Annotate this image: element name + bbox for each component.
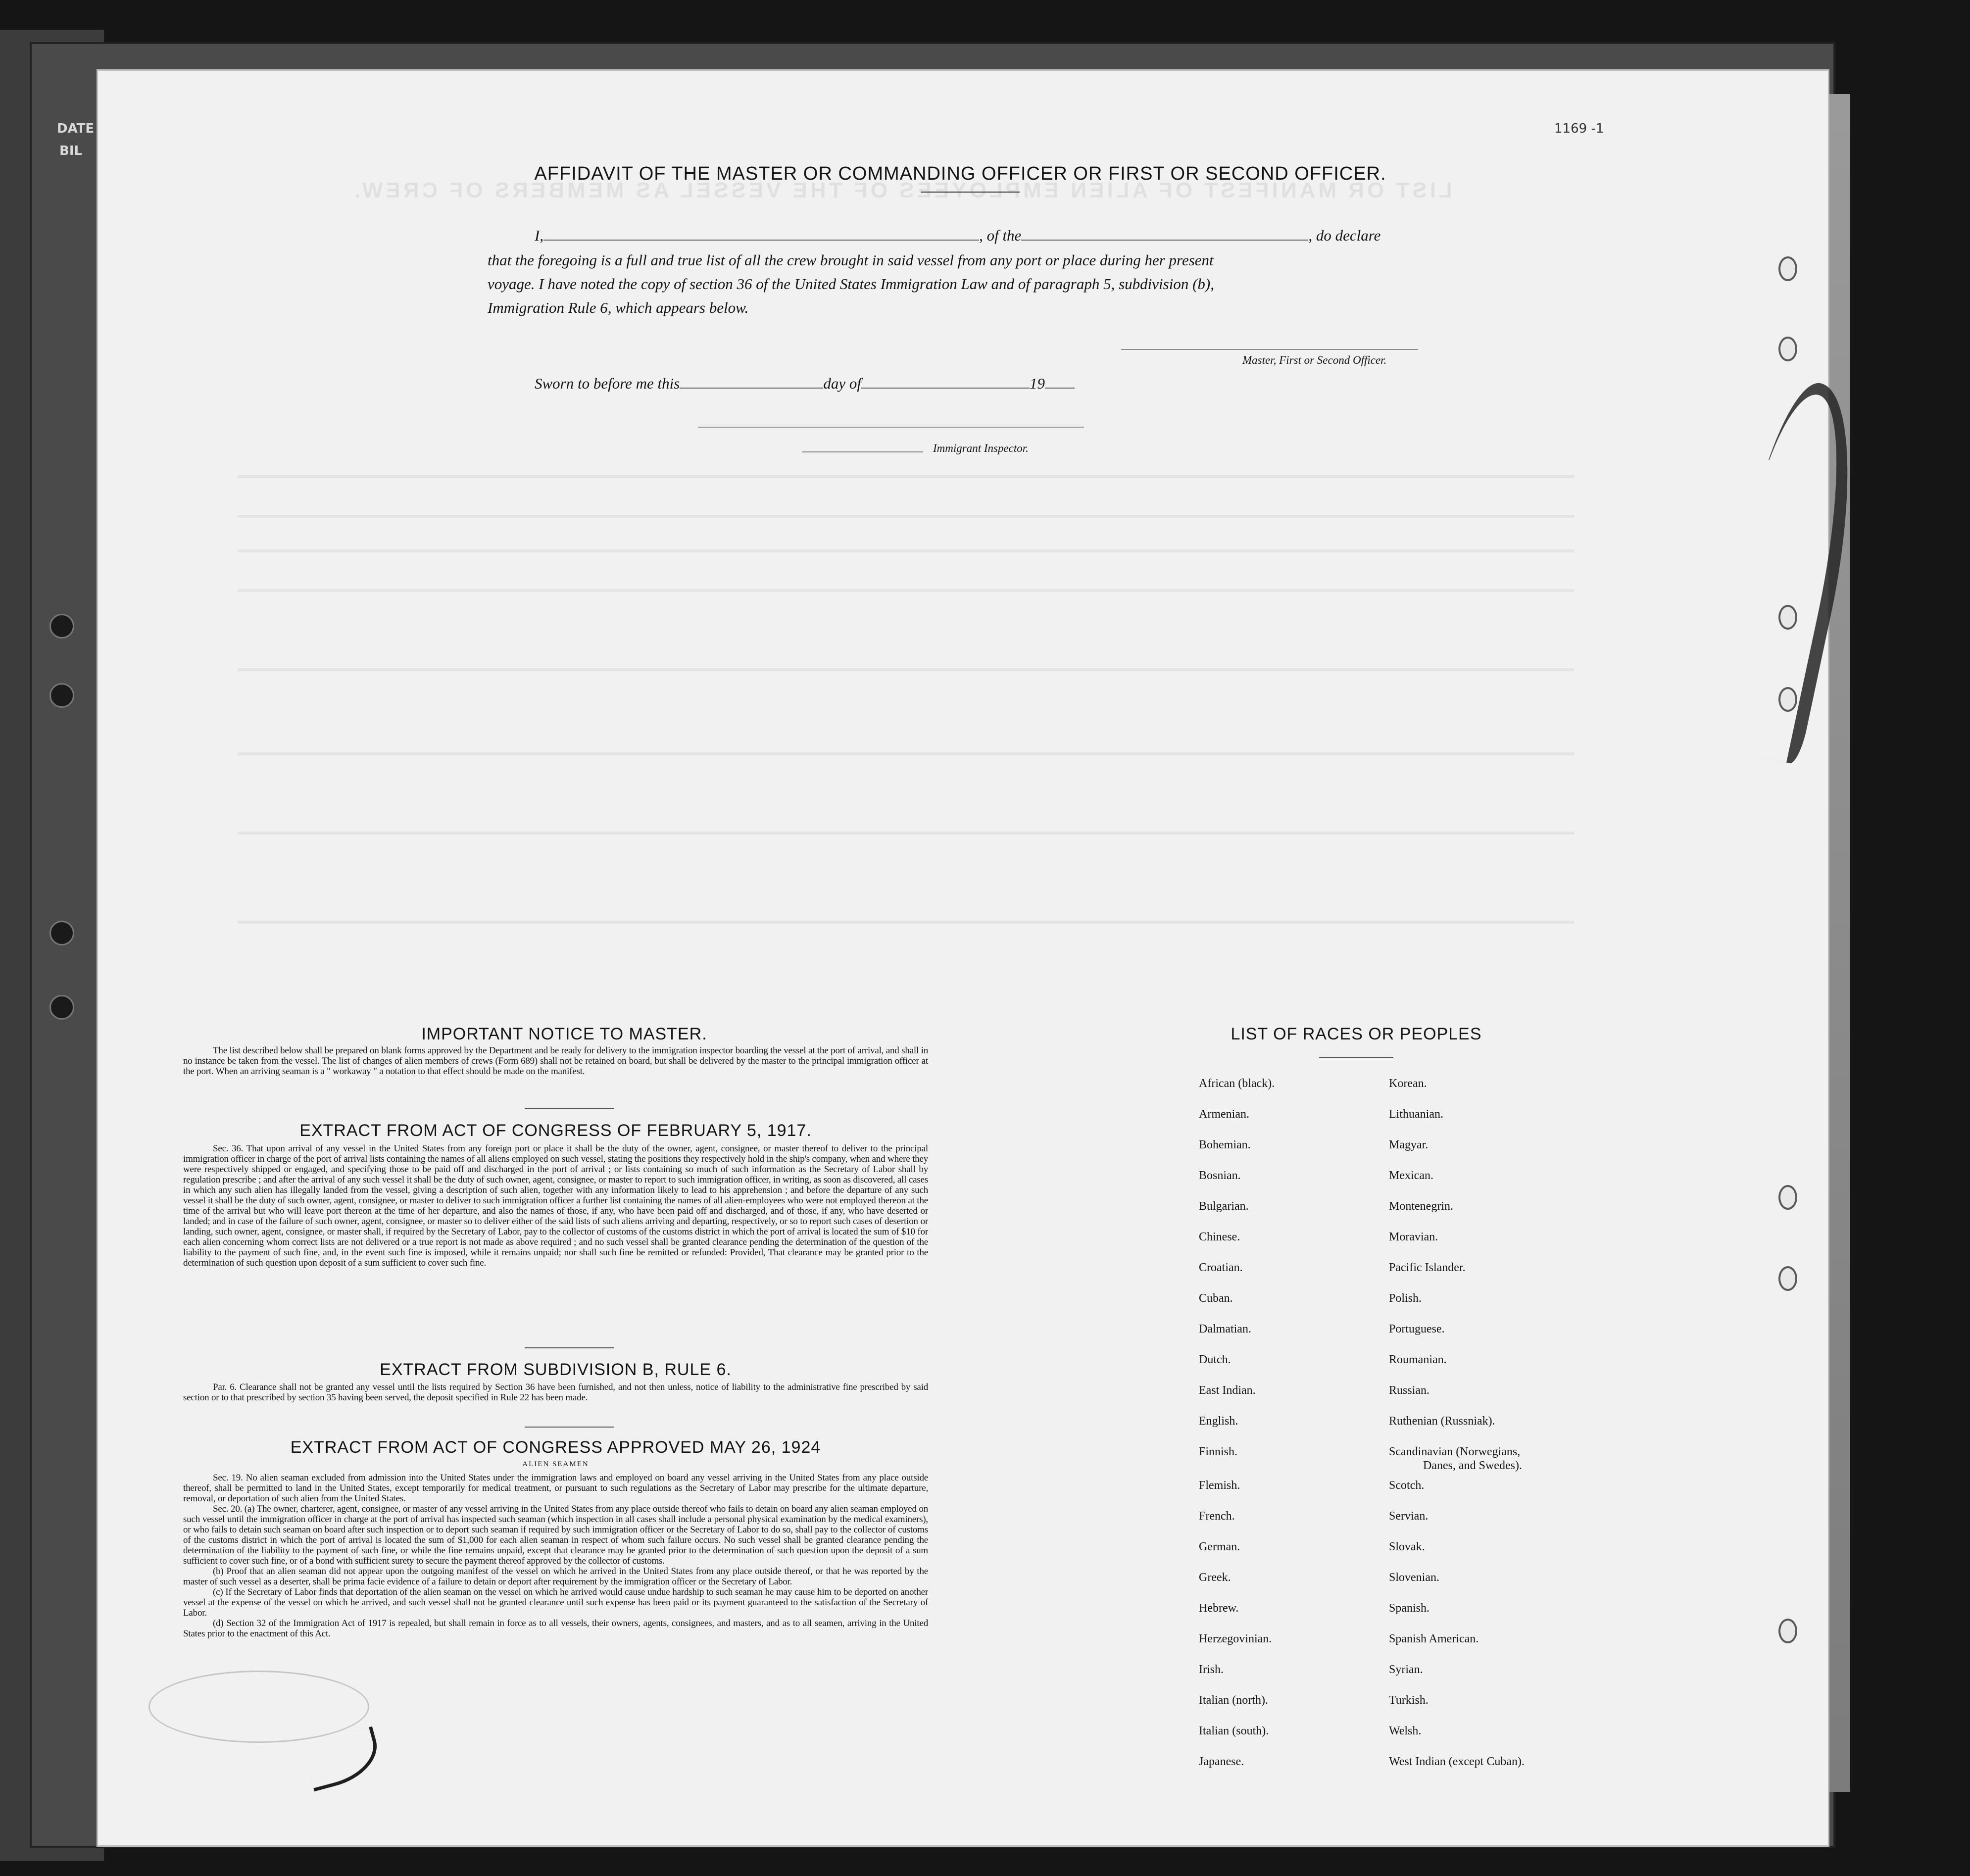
race-item: Dutch. <box>1199 1353 1231 1366</box>
race-item: Armenian. <box>1199 1108 1249 1121</box>
underlying-page-edge <box>1826 94 1850 1792</box>
race-item: Korean. <box>1389 1077 1427 1090</box>
punch-hole <box>1778 1266 1797 1291</box>
races-title-underline <box>1319 1057 1393 1058</box>
declarant-name-field[interactable] <box>543 240 979 241</box>
sworn-label: Sworn to before me this <box>535 375 680 392</box>
binder-hole <box>49 995 74 1020</box>
section-divider <box>525 1108 614 1109</box>
bleed-through-row <box>238 832 1574 835</box>
race-item: Herzegovinian. <box>1199 1632 1272 1645</box>
punch-hole <box>1778 256 1797 281</box>
affidavit-line-2: that the foregoing is a full and true list of all the crew brought in said vessel from any port or place during her present <box>488 251 1214 269</box>
race-item: Scandinavian (Norwegians, <box>1389 1445 1521 1458</box>
margin-mark-bil: BIL <box>59 144 83 158</box>
extract-1924-body <box>183 1473 928 1639</box>
declare-label: , do declare <box>1308 227 1381 244</box>
sworn-year-field[interactable] <box>1045 388 1075 389</box>
race-item: French. <box>1199 1510 1235 1523</box>
race-item-continuation: Danes, and Swedes). <box>1423 1459 1522 1472</box>
race-item: Welsh. <box>1389 1725 1422 1737</box>
race-item: German. <box>1199 1540 1240 1553</box>
punch-hole <box>1778 1619 1797 1643</box>
race-item: Polish. <box>1389 1292 1422 1305</box>
race-item: Magyar. <box>1389 1138 1428 1151</box>
year-label: 19 <box>1029 375 1045 392</box>
inspector-label: Immigrant Inspector. <box>933 442 1029 454</box>
race-item: Bosnian. <box>1199 1169 1241 1182</box>
affidavit-line-4: Immigration Rule 6, which appears below. <box>488 299 749 316</box>
extract-rule6-title: EXTRACT FROM SUBDIVISION B, RULE 6. <box>380 1360 732 1379</box>
race-item: Japanese. <box>1199 1755 1244 1768</box>
race-item: Slovak. <box>1389 1540 1425 1553</box>
affidavit-line-1 <box>535 227 1380 245</box>
race-item: English. <box>1199 1415 1238 1428</box>
binder-hole <box>49 614 74 639</box>
race-item: Croatian. <box>1199 1261 1243 1274</box>
day-of-label: day of <box>823 375 861 392</box>
notice-body: The list described below shall be prepared on blank forms approved by the Department and be ready for delivery to the immigration inspector boarding the vessel at the port of arrival, and shall in no instance be taken from the vessel. The list of changes of alien members of crews (Form 689) shall not be retained on board, but shall be delivered by the master to the principal immigration officer at the port. When an arriving seaman is a " workaway " a notation to that effect should be made on the manifest. <box>183 1045 928 1077</box>
bleed-through-row <box>238 475 1574 478</box>
bleed-through-row <box>238 549 1574 552</box>
affidavit-line-3: voyage. I have noted the copy of section 36 of the United States Immigration Law and of paragraph 5, subdivision (b), <box>488 275 1214 293</box>
extract-rule6-body: Par. 6. Clearance shall not be granted any vessel until the lists required by Section 36 have been furnished, and not then unless, notice of liability to the administrative fine prescribed by said section or to that prescribed by section 35 having been served, the deposit specified in Rule 22 has been made. <box>183 1382 928 1403</box>
race-item: Portuguese. <box>1389 1323 1445 1335</box>
race-item: Finnish. <box>1199 1445 1238 1458</box>
sworn-line <box>535 375 1075 393</box>
section-divider <box>525 1427 614 1428</box>
sworn-day-field[interactable] <box>680 388 823 389</box>
race-item: Cuban. <box>1199 1292 1233 1305</box>
bleed-through-row <box>238 752 1574 755</box>
race-item: Roumanian. <box>1389 1353 1447 1366</box>
faint-oval-stamp <box>148 1671 369 1743</box>
extract-1924-paragraph: (c) If the Secretary of Labor finds that deportation of the alien seaman on the vessel on which he arrived would cause undue hardship to such seaman he may cause him to be deported on another vessel at the expense of the vessel on which he arrived, and such vessel shall not be granted clearance until such expense has been paid or its payment guaranteed to the satisfaction of the Secretary of Labor. <box>183 1587 928 1618</box>
margin-mark-date: DATE <box>57 121 95 136</box>
extract-1924-paragraph: Sec. 19. No alien seaman excluded from admission into the United States under the immigration laws and employed on board any vessel arriving in the United States from any place outside thereof, shall be permitted to land in the United States, except temporarily for medical treatment, or pursuant to such regulations as the Secretary of Labor may prescribe for the ultimate departure, removal, or deportation of such alien from the United States. <box>183 1473 928 1504</box>
race-item: Spanish American. <box>1389 1632 1479 1645</box>
signature-label: Master, First or Second Officer. <box>1242 354 1387 366</box>
race-item: Irish. <box>1199 1663 1224 1676</box>
race-item: African (black). <box>1199 1077 1275 1090</box>
vessel-name-field[interactable] <box>1021 240 1308 241</box>
vessel-label: , of the <box>979 227 1022 244</box>
race-item: Italian (north). <box>1199 1694 1268 1707</box>
race-item: Spanish. <box>1389 1602 1430 1615</box>
extract-1917-body: Sec. 36. That upon arrival of any vessel in the United States from any foreign port or place it shall be the duty of the owner, agent, consignee, or master thereof to deliver to the principal immigration officer in charge of the port of arrival lists containing the names of all aliens employed on such vessel, stating the positions they respectively hold in the ship's company, when and where they were respectively shipped or engaged, and specifying those to be paid off and discharged in the port of arrival ; or lists containing so much of such information as the Secretary of Labor shall by regulation prescribe ; and after the arrival of any such vessel it shall be the duty of such owner, agent, consignee, or master to report to such immigration officer, in writing, as soon as discovered, all cases in which any such alien has illegally landed from the vessel, giving a description of such alien, together with any information likely to lead to his apprehension ; and before the departure of any such vessel it shall be the duty of such owner, agent, consignee, or master to deliver to such immigration officer a further list containing the names of all alien-employees who were not employed thereon at the time of the arrival but who will leave port thereon at the time of her departure, and also the names of those, if any, who have been paid off and discharged, and of those, if any, who have deserted or landed; and in case of the failure of such owner, agent, consignee, or master so to deliver either of the said lists of such aliens arriving and departing, respectively, or so to report such cases of desertion or landing, such owner, agent, consignee, or master shall, if required by the Secretary of Labor, pay to the collector of customs of the customs district in which the port of arrival is located the sum of $10 for each alien concerning whom correct lists are not delivered or a true report is not made as above required ; and no such vessel shall be granted clearance pending the determination of the question of the liability to the payment of such fine, and, in the event such fine is imposed, while it remains unpaid; nor shall such fine be remitted or refunded: Provided, That clearance may be granted prior to the determination of such question upon deposit of a sum sufficient to cover such fine. <box>183 1143 928 1268</box>
bleed-through-row <box>238 668 1574 671</box>
race-item: East Indian. <box>1199 1384 1256 1397</box>
race-item: Scotch. <box>1389 1479 1425 1492</box>
bleed-through-row <box>238 515 1574 518</box>
race-item: Hebrew. <box>1199 1602 1239 1615</box>
declarant-label: I, <box>535 227 544 244</box>
race-item: Turkish. <box>1389 1694 1428 1707</box>
inspector-signature-line[interactable] <box>802 451 923 452</box>
race-item: Ruthenian (Russniak). <box>1389 1415 1495 1428</box>
extract-1924-paragraph: (d) Section 32 of the Immigration Act of 1917 is repealed, but shall remain in force as to all vessels, their owners, agents, consignees, and masters, and as to all seamen, arriving in the United States prior to the enactment of this Act. <box>183 1618 928 1639</box>
races-list-title: LIST OF RACES OR PEOPLES <box>1231 1025 1482 1043</box>
extract-1924-title: EXTRACT FROM ACT OF CONGRESS APPROVED MAY 26, 1924 <box>290 1438 821 1457</box>
affidavit-title: AFFIDAVIT OF THE MASTER OR COMMANDING OFFICER OR FIRST OR SECOND OFFICER. <box>534 163 1386 184</box>
bleed-through-row <box>238 589 1574 592</box>
race-item: Bohemian. <box>1199 1138 1251 1151</box>
race-item: Moravian. <box>1389 1231 1438 1243</box>
race-item: Slovenian. <box>1389 1571 1439 1584</box>
bleed-through-header: LIST OR MANIFEST OF ALIEN EMPLOYEES OF THE VESSEL AS MEMBERS OF CREW. <box>351 178 1452 202</box>
race-item: Montenegrin. <box>1389 1200 1453 1213</box>
bleed-through-row <box>238 921 1574 924</box>
punch-hole <box>1778 1185 1797 1210</box>
race-item: Flemish. <box>1199 1479 1240 1492</box>
handwritten-stamp: 1169 -1 <box>1554 121 1604 136</box>
binder-hole <box>49 683 74 708</box>
race-item: Servian. <box>1389 1510 1428 1523</box>
race-item: Greek. <box>1199 1571 1231 1584</box>
race-item: Dalmatian. <box>1199 1323 1251 1335</box>
extract-1924-paragraph: Sec. 20. (a) The owner, charterer, agent, consignee, or master of any vessel arriving in the United States from any place outside thereof who fails to detain on board any alien seaman employed on such vessel until the immigration officer in charge at the port of arrival has inspected such seaman (which inspection in all cases shall include a personal physical examination by the medical examiners), or who fails to detain such seaman on board after such inspection or to deport such seaman if required by such immigration officer or the Secretary of Labor to do so, shall pay to the collector of customs of the customs district in which the port of arrival is located the sum of $1,000 for each alien seaman in respect of whom such failure occurs. No such vessel shall be granted clearance pending the determination of the liability to the payment of such fine, or while the fine remains unpaid, except that clearance may be granted prior to the determination of such question upon the deposit of a sum sufficient to cover such fine, or of a bond with sufficient surety to secure the payment thereof approved by the collector of customs. <box>183 1504 928 1566</box>
extract-1924-paragraph: (b) Proof that an alien seaman did not appear upon the outgoing manifest of the vessel on which he arrived in the United States from any place outside thereof, or that he was reported by the master of such vessel as a deserter, shall be prima facie evidence of a failure to detain or deport after requirement by the immigration officer or the Secretary of Labor. <box>183 1566 928 1587</box>
race-item: Italian (south). <box>1199 1725 1269 1737</box>
sworn-month-field[interactable] <box>861 388 1030 389</box>
extract-1917-title: EXTRACT FROM ACT OF CONGRESS OF FEBRUARY 5, 1917. <box>299 1121 812 1140</box>
punch-hole <box>1778 337 1797 361</box>
signature-line[interactable] <box>1121 349 1418 350</box>
race-item: Bulgarian. <box>1199 1200 1249 1213</box>
notice-title: IMPORTANT NOTICE TO MASTER. <box>421 1025 707 1043</box>
binder-hole <box>49 921 74 945</box>
separator-rule <box>698 427 1084 428</box>
race-item: Mexican. <box>1389 1169 1433 1182</box>
section-divider <box>525 1347 614 1348</box>
race-item: Russian. <box>1389 1384 1430 1397</box>
race-item: Chinese. <box>1199 1231 1240 1243</box>
title-underline <box>921 192 1020 193</box>
race-item: Pacific Islander. <box>1389 1261 1466 1274</box>
race-item: Lithuanian. <box>1389 1108 1443 1121</box>
extract-1924-subtitle: ALIEN SEAMEN <box>522 1460 589 1468</box>
race-item: West Indian (except Cuban). <box>1389 1755 1525 1768</box>
race-item: Syrian. <box>1389 1663 1423 1676</box>
